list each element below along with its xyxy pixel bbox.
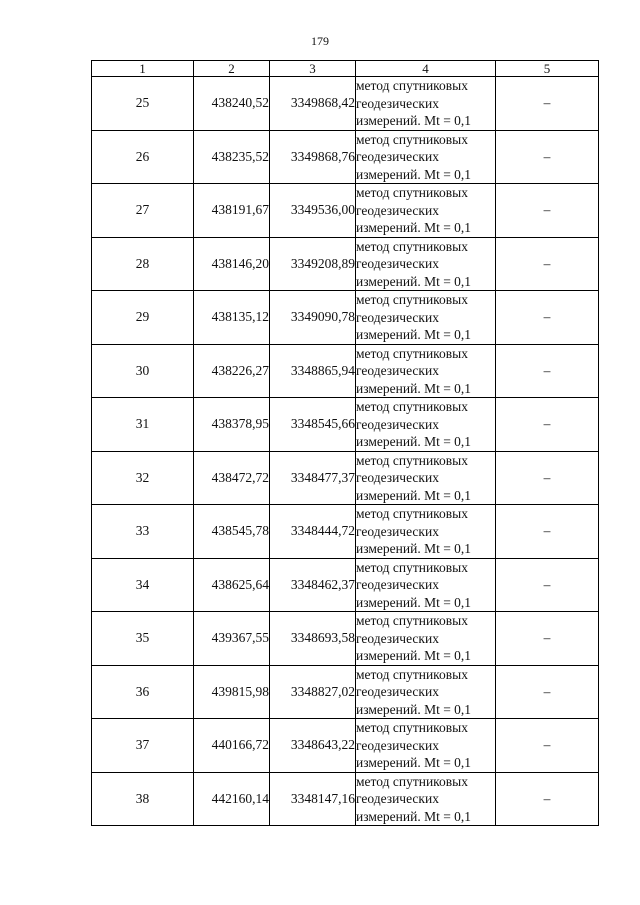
method-cell xyxy=(356,719,496,773)
point-number-cell: 28 xyxy=(92,237,194,291)
table-row xyxy=(92,505,599,559)
table-row xyxy=(92,237,599,291)
method-line: метод спутниковых xyxy=(356,666,468,682)
method-line: метод спутниковых xyxy=(356,131,468,147)
method-line: геодезических xyxy=(356,470,439,485)
x-coordinate-cell: 438545,78 xyxy=(194,505,270,559)
method-line: измерений. Mt = 0,1 xyxy=(356,648,472,663)
method-cell xyxy=(356,77,496,131)
method-line: метод спутниковых xyxy=(356,506,468,521)
column-5-cell: – xyxy=(496,451,599,505)
page-number: 179 xyxy=(311,34,329,48)
method-line: измерений. Mt = 0,1 xyxy=(356,755,472,770)
method-line: геодезических xyxy=(356,149,439,164)
column-5-cell: – xyxy=(496,130,599,184)
x-coordinate-cell: 442160,14 xyxy=(194,772,270,826)
table-row xyxy=(92,665,599,719)
point-number-cell: 32 xyxy=(92,451,194,505)
x-coordinate-cell: 438240,52 xyxy=(194,77,270,131)
method-line: измерений. Mt = 0,1 xyxy=(356,380,472,396)
table-row xyxy=(92,558,599,612)
table-row xyxy=(92,184,599,238)
method-line: измерений. Mt = 0,1 xyxy=(356,487,472,503)
y-coordinate-cell: 3348477,37 xyxy=(270,451,356,505)
x-coordinate-cell: 440166,72 xyxy=(194,719,270,773)
method-line: геодезических xyxy=(356,577,439,592)
method-line: геодезических xyxy=(356,737,439,753)
method-line: геодезических xyxy=(356,791,439,806)
column-5-cell: – xyxy=(496,558,599,612)
table-row xyxy=(92,772,599,826)
x-coordinate-cell: 438378,95 xyxy=(194,398,270,452)
point-number-cell: 30 xyxy=(92,344,194,398)
method-line: геодезических xyxy=(356,363,439,378)
column-5-cell: – xyxy=(496,344,599,398)
method-cell xyxy=(356,344,496,398)
method-line: метод спутниковых xyxy=(356,185,468,200)
method-cell xyxy=(356,665,496,719)
header-col-1: 1 xyxy=(92,61,194,77)
method-line: измерений. Mt = 0,1 xyxy=(356,541,472,556)
column-5-cell: – xyxy=(496,398,599,452)
table-row xyxy=(92,77,599,131)
method-cell xyxy=(356,291,496,345)
y-coordinate-cell: 3348827,02 xyxy=(270,665,356,719)
header-col-3: 3 xyxy=(270,61,356,77)
header-row xyxy=(92,61,599,77)
column-5-cell: – xyxy=(496,184,599,238)
x-coordinate-cell: 439367,55 xyxy=(194,612,270,666)
y-coordinate-cell: 3348643,22 xyxy=(270,719,356,773)
column-5-cell: – xyxy=(496,505,599,559)
method-line: геодезических xyxy=(356,523,439,539)
method-cell xyxy=(356,558,496,612)
column-5-cell: – xyxy=(496,612,599,666)
method-line: геодезических xyxy=(356,684,439,699)
header-col-2: 2 xyxy=(194,61,270,77)
method-line: геодезических xyxy=(356,202,439,218)
point-number-cell: 35 xyxy=(92,612,194,666)
method-line: измерений. Mt = 0,1 xyxy=(356,701,472,717)
table-row xyxy=(92,130,599,184)
method-line: геодезических xyxy=(356,416,439,432)
x-coordinate-cell: 438235,52 xyxy=(194,130,270,184)
method-line: измерений. Mt = 0,1 xyxy=(356,808,472,824)
x-coordinate-cell: 438625,64 xyxy=(194,558,270,612)
y-coordinate-cell: 3348444,72 xyxy=(270,505,356,559)
method-line: измерений. Mt = 0,1 xyxy=(356,166,472,182)
method-line: геодезических xyxy=(356,256,439,271)
y-coordinate-cell: 3348865,94 xyxy=(270,344,356,398)
point-number-cell: 33 xyxy=(92,505,194,559)
method-cell xyxy=(356,130,496,184)
method-line: измерений. Mt = 0,1 xyxy=(356,594,472,610)
point-number-cell: 27 xyxy=(92,184,194,238)
method-line: метод спутниковых xyxy=(356,399,468,414)
point-number-cell: 37 xyxy=(92,719,194,773)
column-5-cell: – xyxy=(496,772,599,826)
y-coordinate-cell: 3349090,78 xyxy=(270,291,356,345)
table-body xyxy=(92,77,599,826)
method-line: геодезических xyxy=(356,95,439,111)
y-coordinate-cell: 3349868,76 xyxy=(270,130,356,184)
x-coordinate-cell: 438472,72 xyxy=(194,451,270,505)
method-line: метод спутниковых xyxy=(356,78,468,93)
y-coordinate-cell: 3349868,42 xyxy=(270,77,356,131)
point-number-cell: 31 xyxy=(92,398,194,452)
table-row xyxy=(92,398,599,452)
table-row xyxy=(92,344,599,398)
y-coordinate-cell: 3348693,58 xyxy=(270,612,356,666)
method-line: измерений. Mt = 0,1 xyxy=(356,113,472,128)
table-row xyxy=(92,612,599,666)
method-cell xyxy=(356,612,496,666)
method-cell xyxy=(356,398,496,452)
y-coordinate-cell: 3348545,66 xyxy=(270,398,356,452)
x-coordinate-cell: 439815,98 xyxy=(194,665,270,719)
point-number-cell: 34 xyxy=(92,558,194,612)
column-5-cell: – xyxy=(496,665,599,719)
table-row xyxy=(92,291,599,345)
point-number-cell: 26 xyxy=(92,130,194,184)
header-col-5: 5 xyxy=(496,61,599,77)
y-coordinate-cell: 3349536,00 xyxy=(270,184,356,238)
method-line: метод спутниковых xyxy=(356,613,468,628)
method-line: измерений. Mt = 0,1 xyxy=(356,327,472,342)
point-number-cell: 25 xyxy=(92,77,194,131)
method-cell xyxy=(356,505,496,559)
column-5-cell: – xyxy=(496,719,599,773)
method-line: геодезических xyxy=(356,309,439,325)
method-line: метод спутниковых xyxy=(356,345,468,361)
method-cell xyxy=(356,772,496,826)
header-col-4: 4 xyxy=(356,61,496,77)
y-coordinate-cell: 3348147,16 xyxy=(270,772,356,826)
point-number-cell: 29 xyxy=(92,291,194,345)
table-row xyxy=(92,451,599,505)
x-coordinate-cell: 438135,12 xyxy=(194,291,270,345)
column-5-cell: – xyxy=(496,77,599,131)
x-coordinate-cell: 438146,20 xyxy=(194,237,270,291)
method-line: метод спутниковых xyxy=(356,720,468,735)
method-line: метод спутниковых xyxy=(356,292,468,307)
method-line: метод спутниковых xyxy=(356,238,468,254)
x-coordinate-cell: 438191,67 xyxy=(194,184,270,238)
column-5-cell: – xyxy=(496,237,599,291)
x-coordinate-cell: 438226,27 xyxy=(194,344,270,398)
method-cell xyxy=(356,237,496,291)
point-number-cell: 38 xyxy=(92,772,194,826)
method-line: геодезических xyxy=(356,630,439,646)
coordinates-table xyxy=(91,60,599,826)
method-cell xyxy=(356,184,496,238)
y-coordinate-cell: 3348462,37 xyxy=(270,558,356,612)
y-coordinate-cell: 3349208,89 xyxy=(270,237,356,291)
method-cell xyxy=(356,451,496,505)
method-line: метод спутниковых xyxy=(356,773,468,789)
method-line: метод спутниковых xyxy=(356,559,468,575)
column-5-cell: – xyxy=(496,291,599,345)
method-line: измерений. Mt = 0,1 xyxy=(356,434,472,449)
method-line: измерений. Mt = 0,1 xyxy=(356,273,472,289)
table-row xyxy=(92,719,599,773)
method-line: метод спутниковых xyxy=(356,452,468,468)
point-number-cell: 36 xyxy=(92,665,194,719)
method-line: измерений. Mt = 0,1 xyxy=(356,220,472,235)
